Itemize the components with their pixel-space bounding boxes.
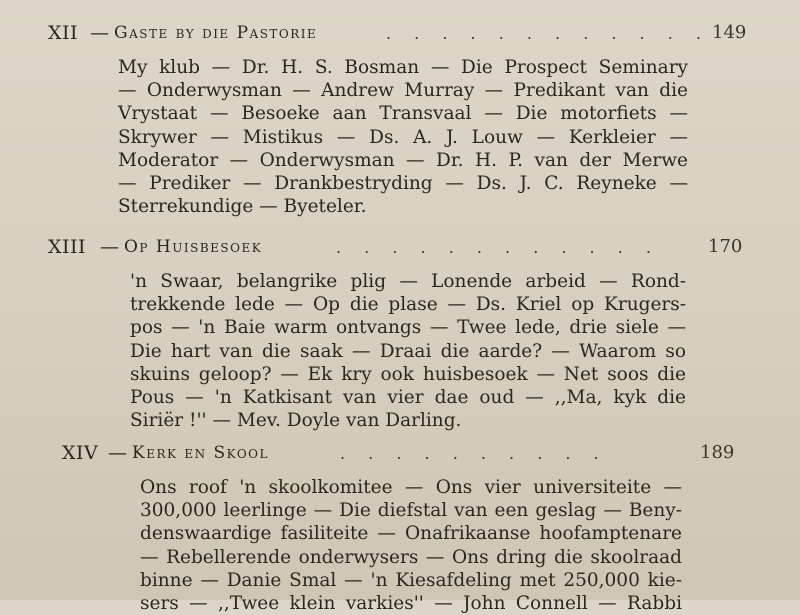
summary-line: sers — ,,Twee klein varkies'' — John Connell — Rabbi bbox=[140, 593, 682, 615]
summary-line: My klub — Dr. H. S. Bosman — Die Prospect Seminary bbox=[118, 57, 688, 78]
summary-line: denswaardige fasiliteite — Onafrikaanse hoofamptenare bbox=[140, 523, 682, 545]
chapter-summary bbox=[118, 56, 688, 218]
summary-line: trekkende lede — Op die plase — Ds. Kriel op Krugers- bbox=[130, 294, 686, 316]
summary-line: Moderator — Onderwysman — Dr. H. P. van der Merwe bbox=[118, 149, 688, 171]
summary-line: skuins geloop? — Ek kry ook huisbesoek — Net soos die bbox=[130, 363, 686, 385]
chapter-xiv bbox=[0, 442, 800, 615]
summary-line: Pous — 'n Katkisant van vier dae oud — ,,Ma, kyk die bbox=[130, 387, 686, 409]
chapter-heading bbox=[0, 236, 800, 262]
chapter-xiii bbox=[0, 236, 800, 432]
summary-line: 'n Swaar, belangrike plig — Lonende arbeid — Rond- bbox=[130, 271, 686, 292]
dot-leaders: . . . . . . . . . . bbox=[340, 444, 608, 463]
summary-line: — Rebellerende onderwysers — Ons dring die skoolraad bbox=[140, 546, 682, 568]
summary-line: Siriër !'' — Mev. Doyle van Darling. bbox=[130, 410, 462, 432]
summary-line: Skrywer — Mistikus — Ds. A. J. Louw — Kerkleier — bbox=[118, 126, 688, 148]
summary-line: — Onderwysman — Andrew Murray — Predikant van die bbox=[118, 80, 688, 102]
chapter-title[interactable]: Op Huisbesoek bbox=[124, 237, 263, 257]
chapter-number: XIII bbox=[48, 236, 87, 258]
chapter-heading bbox=[0, 442, 800, 468]
summary-line: Die hart van die saak — Draai die aarde? — Waarom so bbox=[130, 340, 686, 362]
dot-leaders: . . . . . . . . . . . . bbox=[386, 24, 710, 43]
summary-line: — Prediker — Drankbestryding — Ds. J. C. Reyneke — bbox=[118, 173, 688, 195]
chapter-dash: — bbox=[90, 22, 109, 44]
chapter-summary bbox=[130, 270, 686, 432]
chapter-summary bbox=[140, 476, 682, 615]
chapter-dash: — bbox=[100, 236, 119, 258]
summary-line: Sterrekundige — Byeteler. bbox=[118, 196, 367, 218]
chapter-dash: — bbox=[108, 442, 127, 464]
page-number[interactable]: 149 bbox=[712, 22, 747, 43]
chapter-number: XIV bbox=[62, 442, 99, 464]
chapter-title[interactable]: Kerk en Skool bbox=[132, 443, 269, 463]
summary-line: Vrystaat — Besoeke aan Transvaal — Die motorfiets — bbox=[118, 103, 688, 125]
chapter-number: XII bbox=[48, 22, 79, 44]
summary-line: binne — Danie Smal — 'n Kiesafdeling met 250,000 kie- bbox=[140, 569, 682, 591]
summary-line: pos — 'n Baie warm ontvangs — Twee lede, drie siele — bbox=[130, 317, 686, 339]
chapter-heading bbox=[0, 22, 800, 48]
summary-line: 300,000 leerlinge — Die diefstal van een geslag — Beny- bbox=[140, 500, 682, 522]
chapter-xii bbox=[0, 22, 800, 218]
page-number[interactable]: 189 bbox=[700, 442, 735, 463]
chapter-title[interactable]: Gaste by die Pastorie bbox=[114, 23, 318, 43]
page-number[interactable]: 170 bbox=[708, 236, 743, 257]
summary-line: Ons roof 'n skoolkomitee — Ons vier universiteite — bbox=[140, 477, 682, 498]
dot-leaders: . . . . . . . . . . . . bbox=[336, 238, 660, 257]
